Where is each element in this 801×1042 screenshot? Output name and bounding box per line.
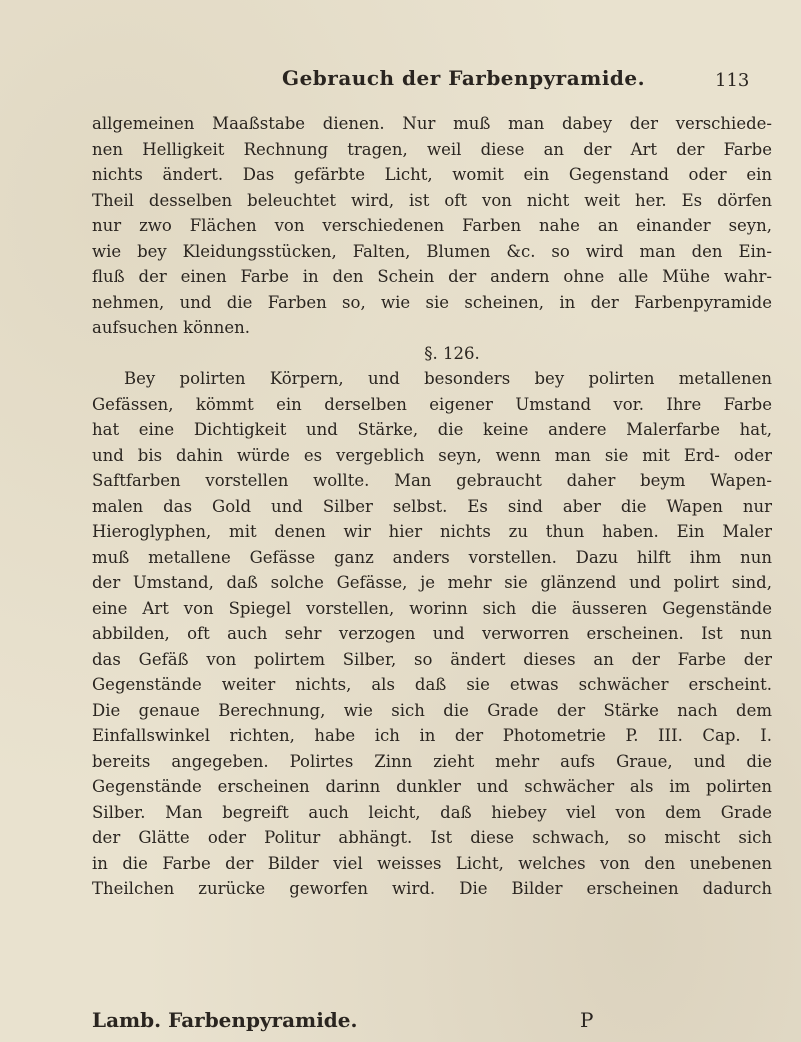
text-line: Saftfarben vorstellen wollte. Man gebraucht daher beym Wapen- <box>92 471 772 490</box>
text-line: Die genaue Berechnung, wie sich die Grade der Stärke nach dem <box>92 700 772 720</box>
text-line: nur zwo Flächen von verschiedenen Farben nahe an einander seyn, <box>92 216 772 235</box>
text-line: Gegenstände erscheinen darinn dunkler und schwächer als im polirten <box>92 777 772 796</box>
text-line: Einfallswinkel richten, habe ich in der Photometrie P. III. Cap. I. <box>92 726 772 745</box>
text-line: abbilden, oft auch sehr verzogen und verworren erscheinen. Ist nun <box>92 624 772 643</box>
text-line: wie bey Kleidungsstücken, Falten, Blumen &c. so wird man den Ein- <box>92 241 772 261</box>
text-line: nehmen, und die Farben so, wie sie scheinen, in der Farbenpyramide <box>92 292 772 312</box>
text-line: Bey polirten Körpern, und besonders bey polirten metallenen <box>124 369 772 388</box>
text-line: nichts ändert. Das gefärbte Licht, womit ein Gegenstand oder ein <box>92 165 772 184</box>
text-line: muß metallene Gefässe ganz anders vorstellen. Dazu hilft ihm nun <box>92 547 772 567</box>
text-line: hat eine Dichtigkeit und Stärke, die keine andere Malerfarbe hat, <box>92 420 772 439</box>
text-line: malen das Gold und Silber selbst. Es sind aber die Wapen nur <box>92 496 772 516</box>
text-line: Gefässen, kömmt ein derselben eigener Umstand vor. Ihre Farbe <box>92 394 772 414</box>
text-line: eine Art von Spiegel vorstellen, worinn sich die äusseren Gegenstände <box>92 598 772 618</box>
page-number: 113 <box>715 70 750 91</box>
text-line: der Umstand, daß solche Gefässe, je mehr sie glänzend und polirt sind, <box>92 573 772 592</box>
text-line: das Gefäß von polirtem Silber, so ändert dieses an der Farbe der <box>92 649 772 669</box>
text-line: Theil desselben beleuchtet wird, ist oft von nicht weit her. Es dörfen <box>92 190 772 210</box>
text-line: Gegenstände weiter nichts, als daß sie etwas schwächer erscheint. <box>92 675 772 694</box>
text-line: der Glätte oder Politur abhängt. Ist diese schwach, so mischt sich <box>92 828 772 847</box>
text-line: in die Farbe der Bilder viel weisses Licht, welches von den unebenen <box>92 853 772 873</box>
page-header <box>0 66 801 96</box>
body-text <box>92 111 772 902</box>
paragraph-1 <box>92 111 772 341</box>
sheet-signature-mark: P <box>580 1008 594 1032</box>
footer-signature: Lamb. Farbenpyramide. <box>92 1008 358 1032</box>
text-line: Hieroglyphen, mit denen wir hier nichts zu thun haben. Ein Maler <box>92 522 772 541</box>
section-heading: §. 126. <box>424 343 480 363</box>
page-footer <box>92 1008 652 1036</box>
paragraph-2 <box>92 366 772 902</box>
text-line: bereits angegeben. Polirtes Zinn zieht mehr aufs Graue, und die <box>92 751 772 771</box>
text-line: aufsuchen können. <box>92 318 250 337</box>
text-line: Silber. Man begreift auch leicht, daß hiebey viel von dem Grade <box>92 802 772 822</box>
text-line: nen Helligkeit Rechnung tragen, weil diese an der Art der Farbe <box>92 139 772 159</box>
text-line: allgemeinen Maaßstabe dienen. Nur muß man dabey der verschiede- <box>92 114 772 133</box>
running-head: Gebrauch der Farbenpyramide. <box>282 66 646 90</box>
text-line: und bis dahin würde es vergeblich seyn, wenn man sie mit Erd- oder <box>92 445 772 465</box>
text-line: fluß der einen Farbe in den Schein der andern ohne alle Mühe wahr- <box>92 267 772 286</box>
text-line: Theilchen zurücke geworfen wird. Die Bilder erscheinen dadurch <box>92 879 772 898</box>
